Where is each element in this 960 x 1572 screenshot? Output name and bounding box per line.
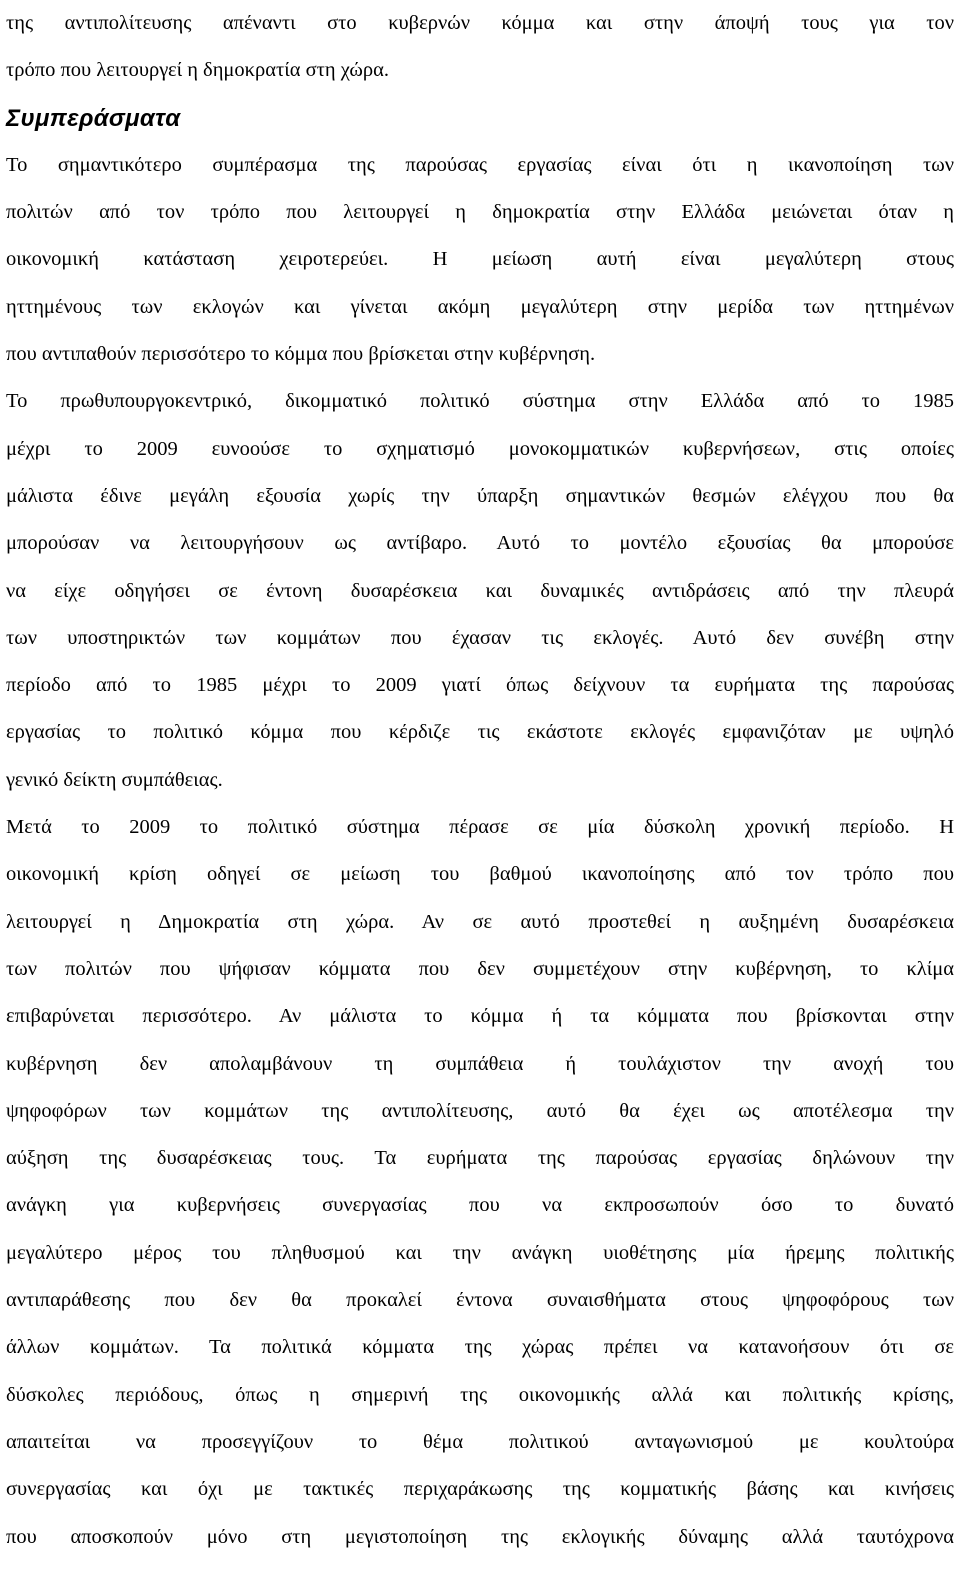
body-line: συνεργασίας και όχι με τακτικές περιχαράκωσης της κομματικής βάσης και κινήσεις [6, 1478, 954, 1501]
body-line: επιβαρύνεται περισσότερο. Αν μάλιστα το κόμμα ή τα κόμματα που βρίσκονται στην [6, 1005, 954, 1028]
body-line: ψηφοφόρων των κομμάτων της αντιπολίτευσης, αυτό θα έχει ως αποτέλεσμα την [6, 1099, 954, 1122]
body-line: αντιπαράθεσης που δεν θα προκαλεί έντονα συναισθήματα στους ψηφοφόρους των [6, 1289, 954, 1312]
body-line: μάλιστα έδινε μεγάλη εξουσία χωρίς την ύπαρξη σημαντικών θεσμών ελέγχου που θα [6, 484, 954, 507]
body-line: μπορούσαν να λειτουργήσουν ως αντίβαρο. Αυτό το μοντέλο εξουσίας θα μπορούσε [6, 532, 954, 555]
body-line: κυβέρνηση δεν απολαμβάνουν τη συμπάθεια ή τουλάχιστον την ανοχή του [6, 1052, 954, 1075]
body-line: γενικό δείκτη συμπάθειας. [6, 768, 223, 791]
body-line: αύξηση της δυσαρέσκειας τους. Τα ευρήματα της παρούσας εργασίας δηλώνουν την [6, 1147, 954, 1170]
body-line: οικονομική κρίση οδηγεί σε μείωση του βαθμού ικανοποίησης από τον τρόπο που [6, 863, 954, 886]
body-line: λειτουργεί η Δημοκρατία στη χώρα. Αν σε αυτό προστεθεί η αυξημένη δυσαρέσκεια [6, 910, 954, 933]
body-line: μεγαλύτερο μέρος του πληθυσμού και την ανάγκη υιοθέτησης μία ήρεμης πολιτικής [6, 1241, 954, 1264]
body-line: δύσκολες περιόδους, όπως η σημερινή της οικονομικής αλλά και πολιτικής κρίσης, [6, 1383, 954, 1406]
body-line: οικονομική κατάσταση χειροτερεύει. Η μείωση αυτή είναι μεγαλύτερη στους [6, 248, 954, 271]
intro-line: τρόπο που λειτουργεί η δημοκρατία στη χώρα. [6, 59, 389, 82]
section-heading: Συμπεράσματα [6, 104, 181, 132]
body-line: Το σημαντικότερο συμπέρασμα της παρούσας εργασίας είναι ότι η ικανοποίηση των [6, 153, 954, 176]
body-line: εργασίας το πολιτικό κόμμα που κέρδιζε τις εκάστοτε εκλογές εμφανιζόταν με υψηλό [6, 721, 954, 744]
intro-line: της αντιπολίτευσης απέναντι στο κυβερνών κόμμα και στην άποψή τους για τον [6, 12, 954, 34]
body-line: άλλων κομμάτων. Τα πολιτικά κόμματα της χώρας πρέπει να κατανοήσουν ότι σε [6, 1336, 954, 1359]
body-line: μέχρι το 2009 ευνοούσε το σχηματισμό μονοκομματικών κυβερνήσεων, στις οποίες [6, 437, 954, 460]
body-line: που αντιπαθούν περισσότερο το κόμμα που βρίσκεται στην κυβέρνηση. [6, 343, 596, 366]
body-line: περίοδο από το 1985 μέχρι το 2009 γιατί όπως δείχνουν τα ευρήματα της παρούσας [6, 674, 954, 697]
body-line: να είχε οδηγήσει σε έντονη δυσαρέσκεια και δυναμικές αντιδράσεις από την πλευρά [6, 579, 954, 602]
body-line: ανάγκη για κυβερνήσεις συνεργασίας που να εκπροσωπούν όσο το δυνατό [6, 1194, 954, 1217]
body-line: πολιτών από τον τρόπο που λειτουργεί η δημοκρατία στην Ελλάδα μειώνεται όταν η [6, 201, 954, 224]
body-line: Μετά το 2009 το πολιτικό σύστημα πέρασε σε μία δύσκολη χρονική περίοδο. Η [6, 816, 954, 839]
body-line: που αποσκοπούν μόνο στη μεγιστοποίηση της εκλογικής δύναμης αλλά ταυτόχρονα [6, 1525, 954, 1548]
body-line: απαιτείται να προσεγγίζουν το θέμα πολιτικού ανταγωνισμού με κουλτούρα [6, 1430, 954, 1453]
body-line: των υποστηρικτών των κομμάτων που έχασαν τις εκλογές. Αυτό δεν συνέβη στην [6, 626, 954, 649]
body-line: Το πρωθυπουργοκεντρικό, δικομματικό πολιτικό σύστημα στην Ελλάδα από το 1985 [6, 390, 954, 413]
body-line: ηττημένους των εκλογών και γίνεται ακόμη μεγαλύτερη στην μερίδα των ηττημένων [6, 295, 954, 318]
body-line: των πολιτών που ψήφισαν κόμματα που δεν συμμετέχουν στην κυβέρνηση, το κλίμα [6, 957, 954, 980]
